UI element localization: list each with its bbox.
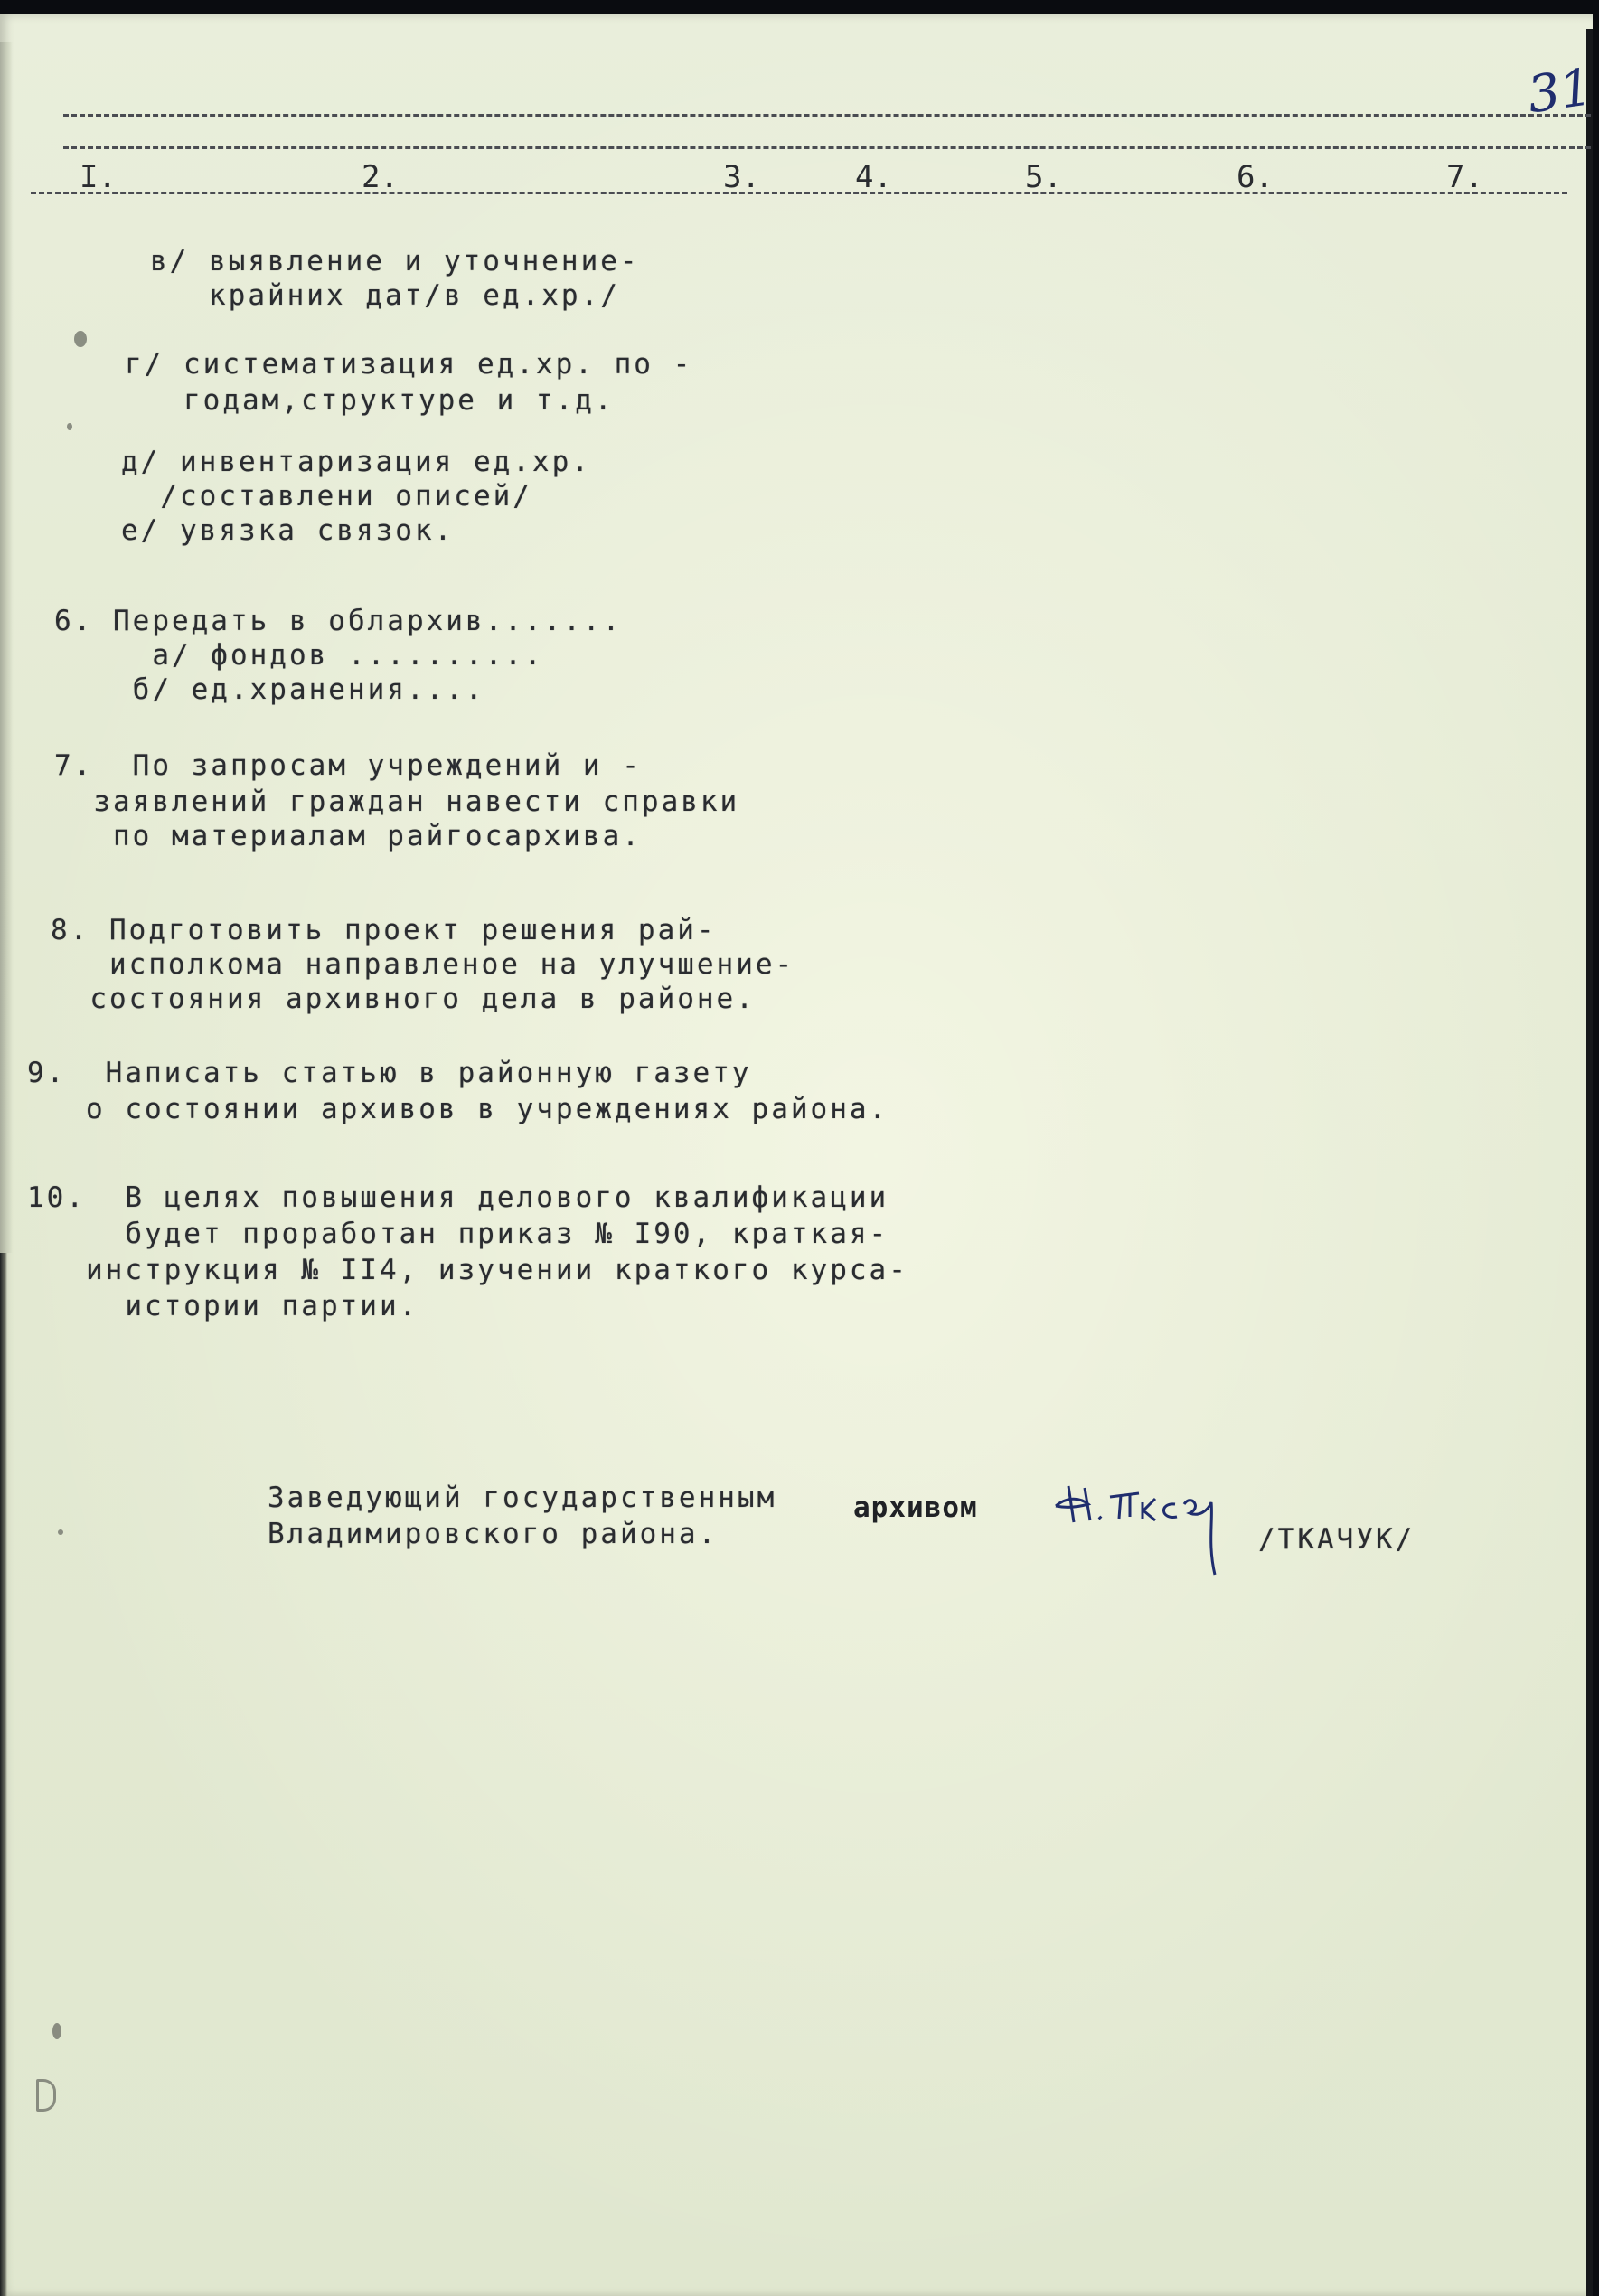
item-8-line-1: 8. Подготовить проект решения рай- xyxy=(51,914,717,946)
item-6-line-2: а/ фондов .......... xyxy=(54,639,544,672)
item-6-line-3: б/ ед.хранения.... xyxy=(54,673,485,706)
item-10-line-2: будет проработан приказ № I90, краткая- xyxy=(27,1218,889,1250)
footer-title-line-1: Заведующий государственным xyxy=(268,1482,777,1514)
item-d-line-2: /составлени описей/ xyxy=(121,480,532,513)
item-10-line-4: истории партии. xyxy=(27,1290,419,1322)
column-number-7: 7. xyxy=(1446,159,1483,195)
item-8-line-3: состояния архивного дела в районе. xyxy=(51,983,756,1015)
paper-mark xyxy=(74,331,87,347)
column-number-6: 6. xyxy=(1237,159,1274,195)
column-number-3: 3. xyxy=(723,159,760,195)
footer-stamp-word: архивом xyxy=(853,1491,978,1524)
binding-edge-lower xyxy=(0,1253,7,2296)
right-page-edge xyxy=(1586,29,1593,2296)
paper-mark xyxy=(67,423,72,430)
item-7-line-1: 7. По запросам учреждений и - xyxy=(54,749,642,782)
item-d-line-1: д/ инвентаризация ед.хр. xyxy=(121,446,591,478)
footer-name: /ТКАЧУК/ xyxy=(1258,1523,1416,1556)
item-10-line-1: 10. В целях повышения делового квалификации xyxy=(27,1181,889,1214)
header-rule-bottom xyxy=(31,192,1567,194)
item-9-line-2: о состоянии архивов в учреждениях района. xyxy=(27,1093,889,1125)
paper-mark xyxy=(52,2023,61,2039)
page-number: 31 xyxy=(1524,58,1596,126)
item-v-line-2: крайних дат/в ед.хр./ xyxy=(150,279,620,312)
item-7-line-3: по материалам райгосархива. xyxy=(54,820,642,852)
item-6-line-1: 6. Передать в облархив....... xyxy=(54,605,623,637)
item-g-line-1: г/ систематизация ед.хр. по - xyxy=(125,348,693,381)
item-7-line-2: заявлений граждан навести справки xyxy=(54,786,740,818)
item-v-line-1: в/ выявление и уточнение- xyxy=(150,245,640,278)
paper-page xyxy=(0,14,1596,2296)
header-rule-middle xyxy=(63,146,1591,149)
paper-mark xyxy=(36,2079,56,2112)
item-8-line-2: исполкома направленое на улучшение- xyxy=(51,948,795,981)
item-g-line-2: годам,структуре и т.д. xyxy=(125,384,615,417)
item-10-line-3: инструкция № II4, изучении краткого курса- xyxy=(27,1254,908,1286)
column-number-1: I. xyxy=(80,159,117,195)
paper-mark xyxy=(58,1529,63,1535)
item-9-line-1: 9. Написать статью в районную газету xyxy=(27,1057,752,1089)
item-e-line-1: е/ увязка связок. xyxy=(121,514,455,547)
column-number-5: 5. xyxy=(1025,159,1062,195)
column-number-4: 4. xyxy=(855,159,892,195)
footer-title-line-2: Владимировского района. xyxy=(268,1518,719,1550)
header-rule-top xyxy=(63,114,1591,117)
column-number-2: 2. xyxy=(362,159,399,195)
handwritten-signature xyxy=(1049,1481,1247,1580)
binding-edge xyxy=(0,42,13,1253)
